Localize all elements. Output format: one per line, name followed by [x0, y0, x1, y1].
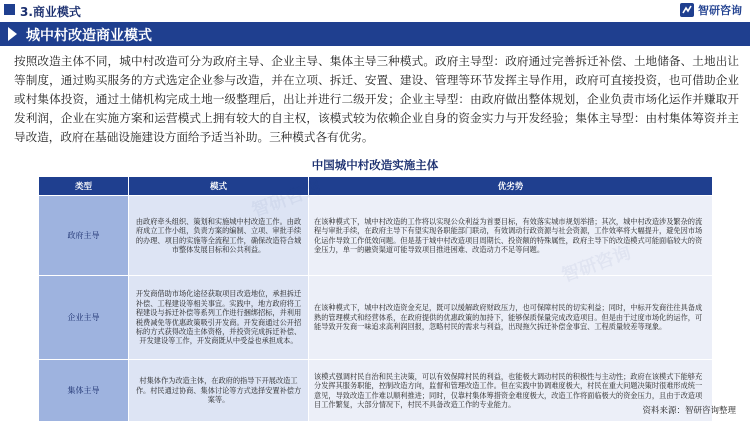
row-advantage: 该模式强调村民自治和民主决策，可以有效保障村民的利益，也能极大调动村民的积极性与主动性；政府在该模式下能够充分发挥其服务职能，控制改造方向，监督和管理改造工作。但在实践中协调难度极大，村民在重大问题决策时很难形成统一意见，导致改造工作难以顺利推进；同时，仅靠村集体筹措资金难度极大，改造工作将面临极大的资金压力，且由于改造项目工作繁复，大部分情况下，村民不具备改造工作的专业能力。: [309, 360, 713, 421]
banner-arrow-icon: [8, 27, 17, 41]
header-type: 类型: [39, 177, 129, 196]
implementation-table: [38, 176, 713, 421]
table-title: 中国城中村改造实施主体: [311, 158, 439, 172]
header-mode: 模式: [129, 177, 309, 196]
row-mode: 开发商借助市场化途径获取项目改造地位，承担拆迁补偿、工程建设等相关事宜。实践中，地方政府将工程建设与拆迁补偿等系列工作进行捆绑招标，并利用税费减免等优惠政策吸引开发商。开发商通过公开招标的方式获得改造主体资格，并投资完成拆迁补偿、开发建设等工作，开发商既从中受益也承担成本。: [129, 276, 309, 360]
row-advantage: 在该种模式下，城中村改造的工作将以实现公众利益为首要目标，有效落实城市规划举措；其次，城中村改造涉及繁杂的流程与审批手续，在政府主导下有望实现各职能部门联动，有效调动行政资源与社会资源，工作效率将大幅提升，避免因市场化运作导致工作低效问题。但是基于城中村改造项目周期长、投资额的特殊属性，政府主导下的改造模式可能面临较大的资金压力，单一的融资渠道可能导致项目推进困难、改造动力不足等问题。: [309, 196, 713, 276]
top-bar: [0, 0, 750, 20]
table-row: [39, 360, 713, 421]
logo: [679, 2, 742, 18]
banner-title: 城中村改造商业模式: [26, 28, 152, 44]
header-advantage: 优劣势: [309, 177, 713, 196]
row-advantage: 在该种模式下，城中村改造资金充足，既可以缓解政府财政压力，也可保障村民的切实利益；同时，中标开发商往往具备成熟的管理模式和经营体系，在政府提供的优惠政策的加持下，能够保质保量完成改造项目。但是由于过度市场化的运作，可能导致开发商一味追求高利润回报，忽略村民的需求与利益，出现拖欠拆迁补偿金事宜、工程质量较差等现象。: [309, 276, 713, 360]
intro-paragraph: 按照改造主体不同，城中村改造可分为政府主导、企业主导、集体主导三种模式。政府主导型：政府通过完善拆迁补偿、土地储备、土地出让等制度，通过购买服务的方式选定企业参与改造，并在立项、拆迁、安置、建设、管理等环节发挥主导作用，政府可直接投资，也可借助企业或村集体投资，通过土储机构完成土地一级整理后，出让并进行二级开发；企业主导型：由政府做出整体规划，企业负责市场化运作并赚取开发利润，企业在实施方案和运营模式上拥有较大的自主权，该模式较为依赖企业自身的资金实力与开发经验；集体主导型：由村集体筹资并主导改造，政府在基础设施建设方面给予适当补助。三种模式各有优劣。: [14, 54, 739, 145]
logo-icon: [679, 2, 695, 18]
source-note: 资料来源：智研咨询整理: [642, 406, 736, 416]
row-type: 政府主导: [39, 196, 129, 276]
row-type: 企业主导: [39, 276, 129, 360]
banner: [0, 22, 750, 46]
table-header-row: [39, 177, 713, 196]
section-title: 3.商业模式: [20, 5, 81, 19]
section-bullet-icon: [4, 4, 15, 15]
row-mode: 村集体作为改造主体，在政府的指导下开展改造工作。村民通过协商、集体讨论等方式选择安置补偿方案等。: [129, 360, 309, 421]
table-row: [39, 196, 713, 276]
logo-text: 智研咨询: [698, 4, 742, 17]
row-mode: 由政府牵头组织、策划和实施城中村改造工作。由政府成立工作小组，负责方案的编制、立项、审批手续的办理、项目的实施等全流程工作，确保改造符合城市整体发展目标和公共利益。: [129, 196, 309, 276]
row-type: 集体主导: [39, 360, 129, 421]
table-row: [39, 276, 713, 360]
